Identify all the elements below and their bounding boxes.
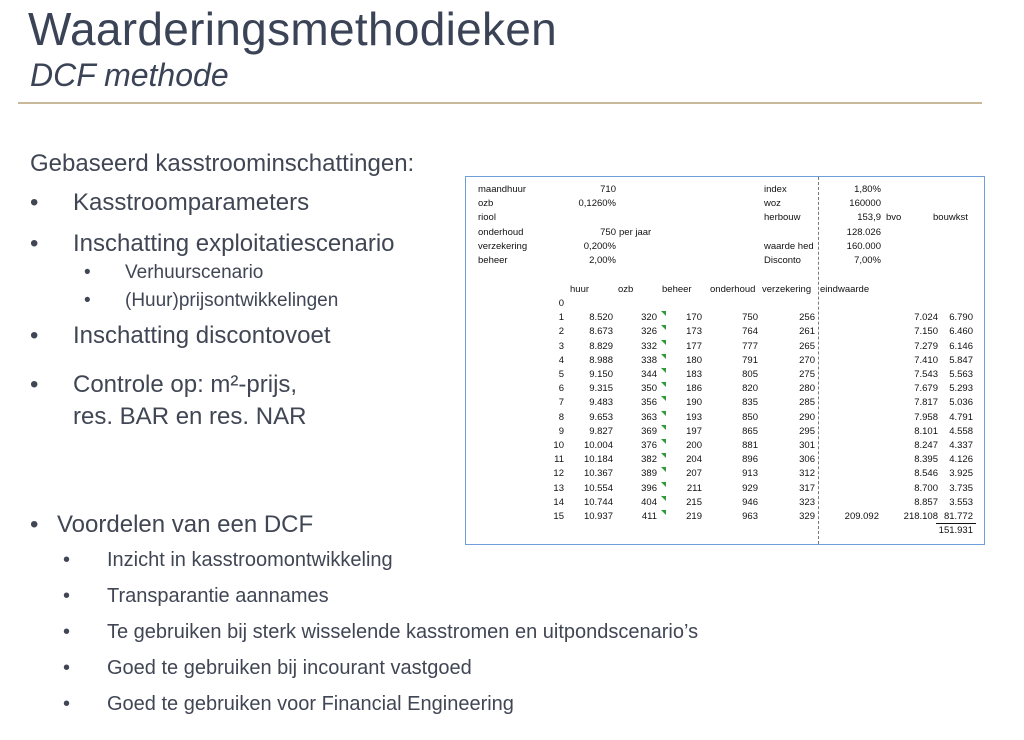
cell-verzekering: 270 — [799, 354, 815, 366]
cell-v3: 4.791 — [949, 411, 973, 423]
cell-onderhoud: 835 — [742, 397, 758, 409]
cell-onderhoud: 963 — [742, 511, 758, 522]
cell-year: 9 — [558, 425, 564, 437]
cell-v2: 7.679 — [914, 383, 938, 395]
cell-comment-marker — [661, 482, 666, 487]
bullet-dot: • — [63, 693, 71, 715]
cell-v2: 8.247 — [914, 440, 938, 451]
advantage-item: Goed te gebruiken voor Financial Engineering — [107, 693, 514, 715]
column-header: beheer — [662, 284, 692, 295]
advantages-heading: Voordelen van een DCF — [57, 511, 314, 538]
cell-ozb: 326 — [641, 326, 657, 338]
column-header: ozb — [618, 284, 634, 295]
column-header: onderhoud — [710, 284, 756, 295]
point-discontovoet: Inschatting discontovoet — [73, 322, 331, 349]
cell-v3: 81.772 — [943, 511, 973, 522]
cell-v2: 8.857 — [914, 496, 938, 508]
cell-huur: 8.673 — [589, 326, 613, 338]
cell-beheer: 183 — [686, 369, 702, 380]
cell-beheer: 197 — [686, 425, 702, 437]
cell-huur: 9.150 — [589, 369, 613, 380]
cell-ozb: 338 — [641, 354, 657, 366]
cell-year: 11 — [554, 454, 564, 466]
cell-beheer: 211 — [686, 482, 702, 494]
cell-comment-marker — [661, 425, 666, 430]
cell-comment-marker — [661, 411, 666, 416]
cell-comment-marker — [661, 382, 666, 387]
cell-onderhoud: 881 — [742, 440, 758, 451]
cell-ozb: 382 — [641, 454, 657, 466]
bullet-dot: • — [30, 189, 39, 216]
cell-ozb: 320 — [641, 312, 657, 324]
cell-v3: 4.337 — [949, 440, 973, 451]
cell-v3: 3.925 — [949, 468, 973, 480]
cell-v3: 6.146 — [949, 340, 973, 352]
cell-comment-marker — [661, 325, 666, 330]
sum-underline — [936, 523, 976, 524]
cell-onderhoud: 764 — [742, 326, 758, 338]
cell-year: 8 — [558, 411, 564, 423]
cell-huur: 10.184 — [583, 454, 613, 466]
cell-verzekering: 295 — [799, 425, 815, 437]
cell-v3: 5.563 — [949, 369, 973, 380]
page-subtitle: DCF methode — [30, 57, 229, 93]
cell-beheer: 200 — [686, 440, 702, 451]
cell-year: 6 — [558, 383, 564, 395]
cell-year: 5 — [558, 369, 564, 380]
cell-verzekering: 329 — [799, 511, 815, 522]
cell-verzekering: 280 — [799, 383, 815, 395]
page-title: Waarderingsmethodieken — [28, 3, 558, 55]
advantage-item: Inzicht in kasstroomontwikkeling — [107, 549, 393, 571]
param-extra: bvo — [886, 212, 902, 224]
intro-text: Gebaseerd kasstroominschattingen: — [30, 150, 415, 177]
cell-ozb: 389 — [641, 468, 657, 480]
cell-beheer: 204 — [686, 454, 702, 466]
param-value: 0,200% — [583, 240, 616, 252]
cell-beheer: 219 — [686, 511, 702, 522]
cell-comment-marker — [661, 510, 666, 515]
param-label: beheer — [478, 255, 508, 266]
cell-v3: 3.735 — [949, 482, 973, 494]
cell-v2: 8.546 — [914, 468, 938, 480]
cell-huur: 8.829 — [589, 340, 613, 352]
cell-ozb: 350 — [641, 383, 657, 395]
param-label: maandhuur — [478, 184, 527, 195]
cell-v2: 7.958 — [914, 411, 938, 423]
param-extra: bouwkst — [933, 212, 968, 224]
cell-beheer: 180 — [686, 354, 702, 366]
cell-eindwaarde: 209.092 — [844, 511, 879, 522]
cell-year: 0 — [558, 298, 564, 309]
cell-v2: 8.395 — [914, 454, 938, 466]
param-extra: per jaar — [619, 226, 652, 238]
cell-comment-marker — [661, 496, 666, 501]
total-value: 151.931 — [938, 525, 973, 536]
cell-v3: 3.553 — [949, 496, 973, 508]
cell-v3: 4.558 — [949, 425, 973, 437]
cell-ozb: 356 — [641, 397, 657, 409]
cell-comment-marker — [661, 396, 666, 401]
point-kasstroomparameters: Kasstroomparameters — [73, 189, 310, 216]
cell-year: 4 — [558, 354, 564, 366]
cell-v3: 6.460 — [949, 326, 973, 338]
param-label: woz — [764, 198, 781, 210]
bullet-dot: • — [30, 230, 39, 257]
subpoint-verhuurscenario: Verhuurscenario — [125, 262, 264, 283]
cell-ozb: 344 — [641, 369, 657, 380]
dcf-spreadsheet — [465, 176, 985, 545]
cell-beheer: 173 — [686, 326, 702, 338]
column-header: eindwaarde — [820, 284, 870, 295]
cell-huur: 10.004 — [583, 440, 613, 451]
param-value: 160.000 — [846, 240, 881, 252]
cell-v3: 6.790 — [949, 312, 973, 324]
bullet-dot: • — [63, 585, 71, 607]
cell-ozb: 363 — [641, 411, 657, 423]
cell-v2: 8.101 — [914, 425, 938, 437]
cell-verzekering: 265 — [799, 340, 815, 352]
cell-beheer: 170 — [686, 312, 702, 324]
cell-year: 2 — [558, 326, 564, 338]
cell-comment-marker — [661, 340, 666, 345]
cell-beheer: 193 — [686, 411, 702, 423]
cell-huur: 9.315 — [589, 383, 613, 395]
point-controle-cont: res. BAR en res. NAR — [73, 403, 307, 430]
cell-onderhoud: 850 — [742, 411, 758, 423]
cell-beheer: 207 — [686, 468, 702, 480]
param-value: 0,1260% — [578, 198, 616, 210]
cell-onderhoud: 791 — [742, 354, 758, 366]
bullet-dot: • — [63, 621, 71, 643]
cell-verzekering: 317 — [799, 482, 815, 494]
cell-huur: 9.483 — [589, 397, 613, 409]
cell-onderhoud: 929 — [742, 482, 758, 494]
param-label: waarde hed — [764, 240, 814, 252]
param-value: 160000 — [849, 198, 881, 210]
cell-year: 13 — [553, 482, 564, 494]
bullet-dot: • — [63, 549, 71, 571]
cell-v2: 218.108 — [903, 511, 938, 522]
cell-verzekering: 290 — [799, 411, 815, 423]
cell-beheer: 215 — [686, 496, 702, 508]
bullet-dot: • — [63, 657, 71, 679]
cell-huur: 9.827 — [589, 425, 613, 437]
advantage-item: Goed te gebruiken bij incourant vastgoed — [107, 657, 472, 679]
cell-v2: 7.279 — [914, 340, 938, 352]
cell-ozb: 411 — [641, 511, 657, 522]
cell-huur: 10.937 — [583, 511, 613, 522]
cell-verzekering: 301 — [799, 440, 815, 451]
cell-huur: 10.554 — [583, 482, 613, 494]
cell-year: 14 — [553, 496, 564, 508]
subpoint-prijsontwikkelingen: (Huur)prijsontwikkelingen — [125, 290, 339, 311]
cell-year: 3 — [558, 340, 564, 352]
cell-huur: 10.744 — [583, 496, 613, 508]
cell-year: 7 — [558, 397, 564, 409]
cell-v2: 7.543 — [914, 369, 938, 380]
cell-huur: 8.520 — [589, 312, 613, 324]
cell-v3: 5.847 — [949, 354, 973, 366]
cell-v3: 5.293 — [949, 383, 973, 395]
cell-verzekering: 256 — [799, 312, 815, 324]
param-value: 153,9 — [857, 212, 881, 224]
cell-comment-marker — [661, 453, 666, 458]
advantage-item: Transparantie aannames — [107, 585, 329, 607]
bullet-dot: • — [30, 511, 39, 538]
title-divider — [18, 102, 982, 104]
param-value: 750 — [600, 226, 616, 238]
cell-beheer: 186 — [686, 383, 702, 395]
cell-onderhoud: 805 — [742, 369, 758, 380]
cell-comment-marker — [661, 368, 666, 373]
cell-year: 12 — [553, 468, 564, 480]
point-controle: Controle op: m²-prijs, — [73, 371, 298, 398]
param-label: index — [764, 184, 787, 195]
cell-verzekering: 285 — [799, 397, 815, 409]
cell-huur: 8.988 — [589, 354, 613, 366]
cell-verzekering: 261 — [799, 326, 815, 338]
param-value: 2,00% — [589, 255, 616, 266]
cell-ozb: 369 — [641, 425, 657, 437]
column-header: huur — [570, 284, 590, 295]
cell-year: 15 — [553, 511, 564, 522]
cell-verzekering: 275 — [799, 369, 815, 380]
cell-comment-marker — [661, 311, 666, 316]
cell-ozb: 396 — [641, 482, 657, 494]
bullet-dot: • — [84, 290, 91, 311]
cell-ozb: 376 — [641, 440, 657, 451]
bullet-dot: • — [30, 371, 39, 398]
param-value: 128.026 — [846, 226, 881, 238]
cell-beheer: 190 — [686, 397, 702, 409]
cell-onderhoud: 820 — [742, 383, 758, 395]
column-header: verzekering — [762, 284, 812, 295]
cell-v3: 5.036 — [949, 397, 973, 409]
advantage-item: Te gebruiken bij sterk wisselende kasstromen en uitpondscenario’s — [107, 621, 699, 643]
cell-verzekering: 323 — [799, 496, 815, 508]
cell-v2: 7.024 — [914, 312, 938, 324]
cell-onderhoud: 896 — [742, 454, 758, 466]
cell-v2: 7.150 — [914, 326, 938, 338]
cell-onderhoud: 777 — [742, 340, 758, 352]
cell-v2: 7.410 — [914, 354, 938, 366]
cell-verzekering: 306 — [799, 454, 815, 466]
param-label: riool — [478, 212, 496, 224]
cell-onderhoud: 946 — [742, 496, 758, 508]
cell-year: 10 — [553, 440, 564, 451]
cell-ozb: 404 — [641, 496, 657, 508]
param-label: onderhoud — [478, 226, 524, 238]
cell-huur: 9.653 — [589, 411, 613, 423]
cell-comment-marker — [661, 467, 666, 472]
bullet-dot: • — [30, 322, 39, 349]
point-exploitatiescenario: Inschatting exploitatiescenario — [73, 230, 395, 257]
cell-huur: 10.367 — [583, 468, 613, 480]
param-value: 710 — [600, 184, 616, 195]
cell-onderhoud: 913 — [742, 468, 758, 480]
param-label: verzekering — [478, 240, 528, 252]
cell-onderhoud: 865 — [742, 425, 758, 437]
param-label: Disconto — [764, 255, 801, 266]
cell-onderhoud: 750 — [742, 312, 758, 324]
cell-v3: 4.126 — [949, 454, 973, 466]
cell-comment-marker — [661, 354, 666, 359]
param-label: herbouw — [764, 212, 801, 224]
param-value: 1,80% — [854, 184, 881, 195]
cell-comment-marker — [661, 439, 666, 444]
column-divider — [818, 177, 819, 544]
cell-ozb: 332 — [641, 340, 657, 352]
param-value: 7,00% — [854, 255, 881, 266]
cell-v2: 7.817 — [914, 397, 938, 409]
param-label: ozb — [478, 198, 494, 210]
cell-beheer: 177 — [686, 340, 702, 352]
cell-v2: 8.700 — [914, 482, 938, 494]
cell-year: 1 — [558, 312, 564, 324]
cell-verzekering: 312 — [799, 468, 815, 480]
bullet-dot: • — [84, 262, 91, 283]
